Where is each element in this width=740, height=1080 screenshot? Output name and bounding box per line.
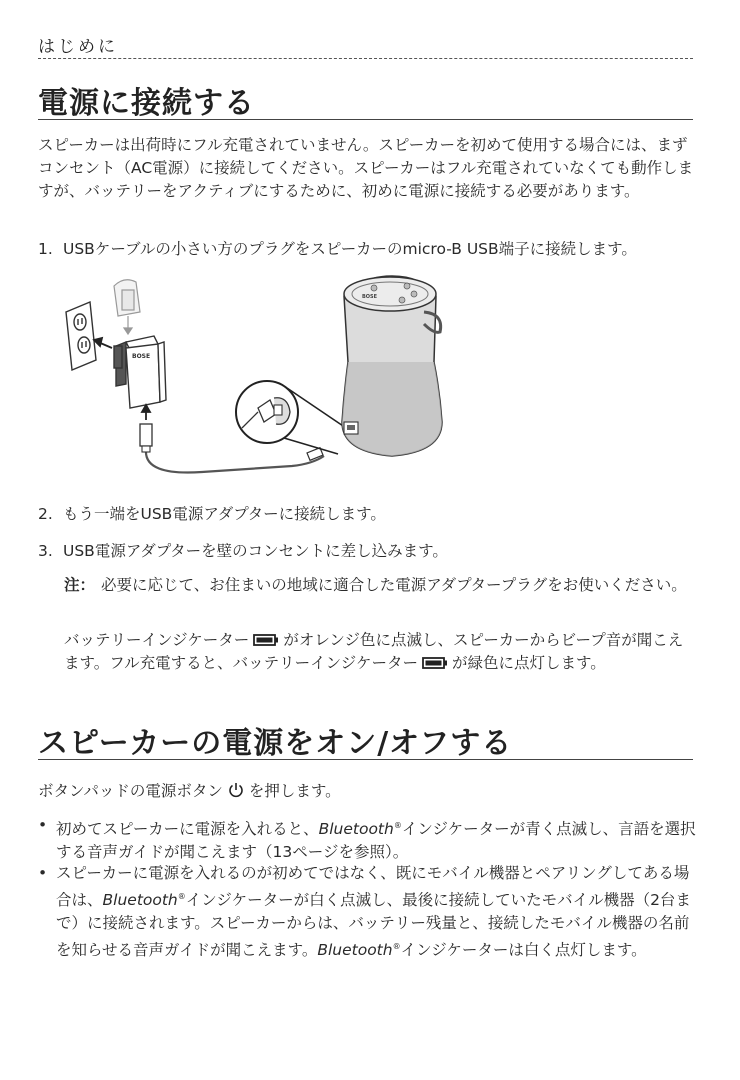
section-title-power-on-off: スピーカーの電源をオン/オフする [38, 726, 513, 761]
bullet-dot: • [38, 864, 48, 882]
adapter-plug [114, 280, 140, 334]
adapter-logo: BOSE [132, 353, 151, 360]
speaker [342, 276, 442, 456]
speaker-logo: BOSE [362, 294, 378, 300]
battery-icon [253, 630, 279, 642]
battery-text-2: がオレンジ色に点滅し、スピーカーからビープ音が聞こえます。フル充電すると、バッテリーインジケーター [64, 631, 684, 672]
bullet-text-pre: 初めてスピーカーに電源を入れると、 [56, 820, 319, 839]
usb-cable [140, 424, 324, 473]
step-text: USBケーブルの小さい方のプラグをスピーカーのmicro-B USB端子に接続します。 [63, 240, 637, 258]
battery-icon [422, 653, 448, 665]
bullet-text-pre: スピーカーに電源を入れるのが初めてではなく、既にモバイル機器とペアリングしてある場合は、 [56, 864, 690, 910]
registered-mark: ® [393, 821, 402, 830]
power-button-instruction [38, 780, 698, 803]
battery-indicator-paragraph [64, 629, 696, 675]
port-zoom-inset [236, 381, 352, 454]
battery-text-1: バッテリーインジケーター [64, 631, 250, 649]
battery-text-3: が緑色に点灯します。 [451, 654, 606, 672]
step-text: USB電源アダプターを壁のコンセントに差し込みます。 [63, 542, 448, 560]
section-title-rule [38, 759, 693, 760]
step-text: もう一端をUSB電源アダプターに接続します。 [63, 505, 386, 523]
arrow-to-outlet [94, 338, 112, 348]
power-icon [227, 781, 245, 799]
bullet-text-mid: インジケーターが白く点滅し、最後に接続していたモバイル機器（2台まで）に接続されます。スピーカーからは、バッテリー残量と、接続したモバイル機器の名前を知らせる音声ガイドが聞こえます。 [56, 891, 691, 960]
intro-paragraph: スピーカーは出荷時にフル充電されていません。スピーカーを初めて使用する場合には、まずコンセント（AC電源）に接続してください。スピーカーはフル充電されていなくても動作しますが、バッテリーをアクティブにするために、初めに電源に接続する必要があります。 [38, 136, 694, 200]
section-header: はじめに [38, 37, 118, 57]
bullet-text-post: インジケーターが青く点滅し、言語を選択する音声ガイドが聞こえます（13ページを参照）。 [56, 820, 696, 862]
bullet-dot: • [38, 816, 48, 834]
instruction-text-post: を押します。 [248, 782, 341, 800]
note-text: 必要に応じて、お住まいの地域に適合した電源アダプタープラグをお使いください。 [101, 576, 687, 594]
instruction-text-pre: ボタンパッドの電源ボタン [38, 782, 223, 800]
step-number: 2. [38, 505, 53, 523]
header-dashed-rule [38, 58, 693, 59]
registered-mark: ® [392, 942, 401, 952]
connection-illustration [62, 272, 462, 487]
bluetooth-word: Bluetooth [318, 820, 394, 839]
wall-outlet [66, 302, 96, 370]
step-number: 1. [38, 240, 53, 258]
usb-power-adapter [114, 336, 166, 408]
step-number: 3. [38, 542, 53, 560]
bluetooth-word: Bluetooth [102, 891, 178, 910]
arrow-to-adapter [142, 405, 150, 420]
bullet-text [56, 862, 700, 962]
bullet-text-post: インジケーターは白く点灯します。 [400, 941, 647, 960]
registered-mark: ® [177, 892, 186, 901]
bullet-text [56, 814, 700, 864]
note-label: 注： [64, 576, 96, 594]
section-title-rule [38, 119, 693, 120]
bluetooth-word: Bluetooth [317, 941, 393, 960]
section-title-connect-power: 電源に接続する [38, 86, 255, 121]
